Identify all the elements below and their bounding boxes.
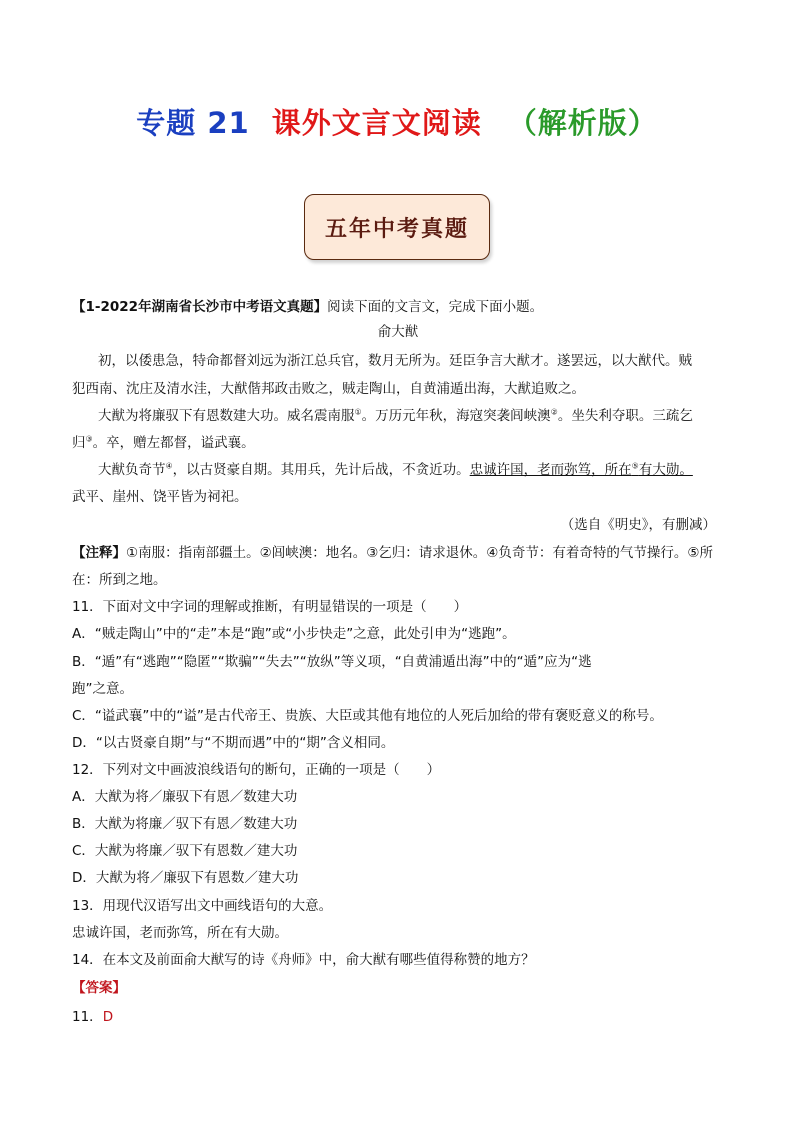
question-13-stem: 13．用现代汉语写出文中画线语句的大意。 bbox=[72, 898, 333, 914]
question-13-sentence: 忠诚许国，老而弥笃，所在有大勋。 bbox=[72, 925, 288, 941]
answer-label: 【答案】 bbox=[72, 980, 126, 996]
passage-text: 归 bbox=[72, 435, 86, 451]
question-source: 【1-2022年湖南省长沙市中考语文真题】 bbox=[72, 299, 328, 315]
footnote-marker: ⑤ bbox=[631, 461, 639, 471]
question-12-stem: 12．下列对文中画波浪线语句的断句，正确的一项是（ ） bbox=[72, 762, 441, 778]
notes-line: 在：所到之地。 bbox=[72, 572, 167, 588]
question-intro bbox=[72, 298, 724, 316]
question-instruction: 阅读下面的文言文，完成下面小题。 bbox=[327, 299, 544, 315]
question-14-stem: 14．在本文及前面俞大猷写的诗《舟师》中，俞大猷有哪些值得称赞的地方？ bbox=[72, 952, 535, 968]
question-11-option-c: C．“谥武襄”中的“谥”是古代帝王、贵族、大臣或其他有地位的人死后加给的带有褒贬意义的称号。 bbox=[72, 708, 663, 724]
question-12-option-d: D．大猷为将／廉驭下有恩数／建大功 bbox=[72, 870, 299, 886]
underlined-sentence bbox=[470, 462, 693, 478]
passage-title: 俞大猷 bbox=[377, 324, 419, 340]
page-title bbox=[0, 101, 794, 142]
passage-line bbox=[72, 434, 724, 452]
notes-line bbox=[72, 544, 724, 562]
passage-line: 武平、崖州、饶平皆为祠祀。 bbox=[72, 489, 248, 505]
passage-line bbox=[98, 407, 724, 425]
passage-text: 。卒，赠左都督，谥武襄。 bbox=[92, 435, 255, 451]
question-12-option-b: B．大猷为将廉／驭下有恩／数建大功 bbox=[72, 816, 298, 832]
footnote-marker: ① bbox=[354, 407, 362, 417]
question-11-option-b-cont: 跑”之意。 bbox=[72, 681, 133, 697]
passage-text: 大猷负奇节 bbox=[98, 462, 166, 478]
question-11-option-d: D．“以古贤豪自期”与“不期而遇”中的“期”含义相同。 bbox=[72, 735, 395, 751]
question-11-option-b: B．“遁”有“逃跑”“隐匿”“欺骗”“失去”“放纵”等义项，“自黄浦遁出海”中的“遁”应为“逃 bbox=[72, 654, 592, 670]
footnote-marker: ② bbox=[550, 407, 558, 417]
underlined-text: 忠诚许国，老而弥笃，所在 bbox=[469, 462, 632, 478]
passage-text: 。万历元年秋，海寇突袭闾峡澳 bbox=[361, 408, 551, 424]
passage-line: 犯西南、沈庄及清水洼，大猷偕邦政击败之，贼走陶山，自黄浦遁出海，大猷追败之。 bbox=[72, 381, 585, 397]
section-badge: 五年中考真题 bbox=[304, 194, 490, 260]
footnote-marker: ④ bbox=[165, 461, 173, 471]
question-11-option-a: A．“贼走陶山”中的“走”本是“跑”或“小步快走”之意，此处引申为“逃跑”。 bbox=[72, 626, 516, 642]
passage-text: ，以古贤豪自期。其用兵，先计后战，不贪近功。 bbox=[172, 462, 470, 478]
title-topic: 专题 21 bbox=[136, 106, 250, 140]
passage-line bbox=[98, 461, 724, 479]
underlined-text: 有大勋。 bbox=[638, 462, 693, 478]
answer-item-number: 11． bbox=[72, 1009, 103, 1025]
title-edition: （解析版） bbox=[507, 106, 658, 140]
question-12-option-c: C．大猷为将廉／驭下有恩数／建大功 bbox=[72, 843, 298, 859]
question-11-stem: 11．下面对文中字词的理解或推断，有明显错误的一项是（ ） bbox=[72, 599, 468, 615]
answer-value: D bbox=[102, 1009, 114, 1025]
notes-text: ①南服：指南部疆土。②闾峡澳：地名。③乞归：请求退休。④负奇节：有着奇特的气节操行。⑤所 bbox=[126, 545, 714, 561]
passage-text: 。坐失利夺职。三疏乞 bbox=[557, 408, 693, 424]
footnote-marker: ③ bbox=[85, 434, 93, 444]
notes-label: 【注释】 bbox=[72, 545, 126, 561]
passage-wavy-sentence: 大猷为将廉驭下有恩数建大功。威名震南服 bbox=[98, 408, 355, 424]
answer-line bbox=[72, 1008, 724, 1026]
title-subject: 课外文言文阅读 bbox=[271, 106, 482, 140]
question-12-option-a: A．大猷为将／廉驭下有恩／数建大功 bbox=[72, 789, 298, 805]
passage-source: （选自《明史》，有删减） bbox=[560, 517, 716, 533]
passage-line: 初，以倭患急，特命都督刘远为浙江总兵官，数月无所为。廷臣争言大猷才。遂罢远，以大猷代。贼 bbox=[98, 353, 692, 369]
